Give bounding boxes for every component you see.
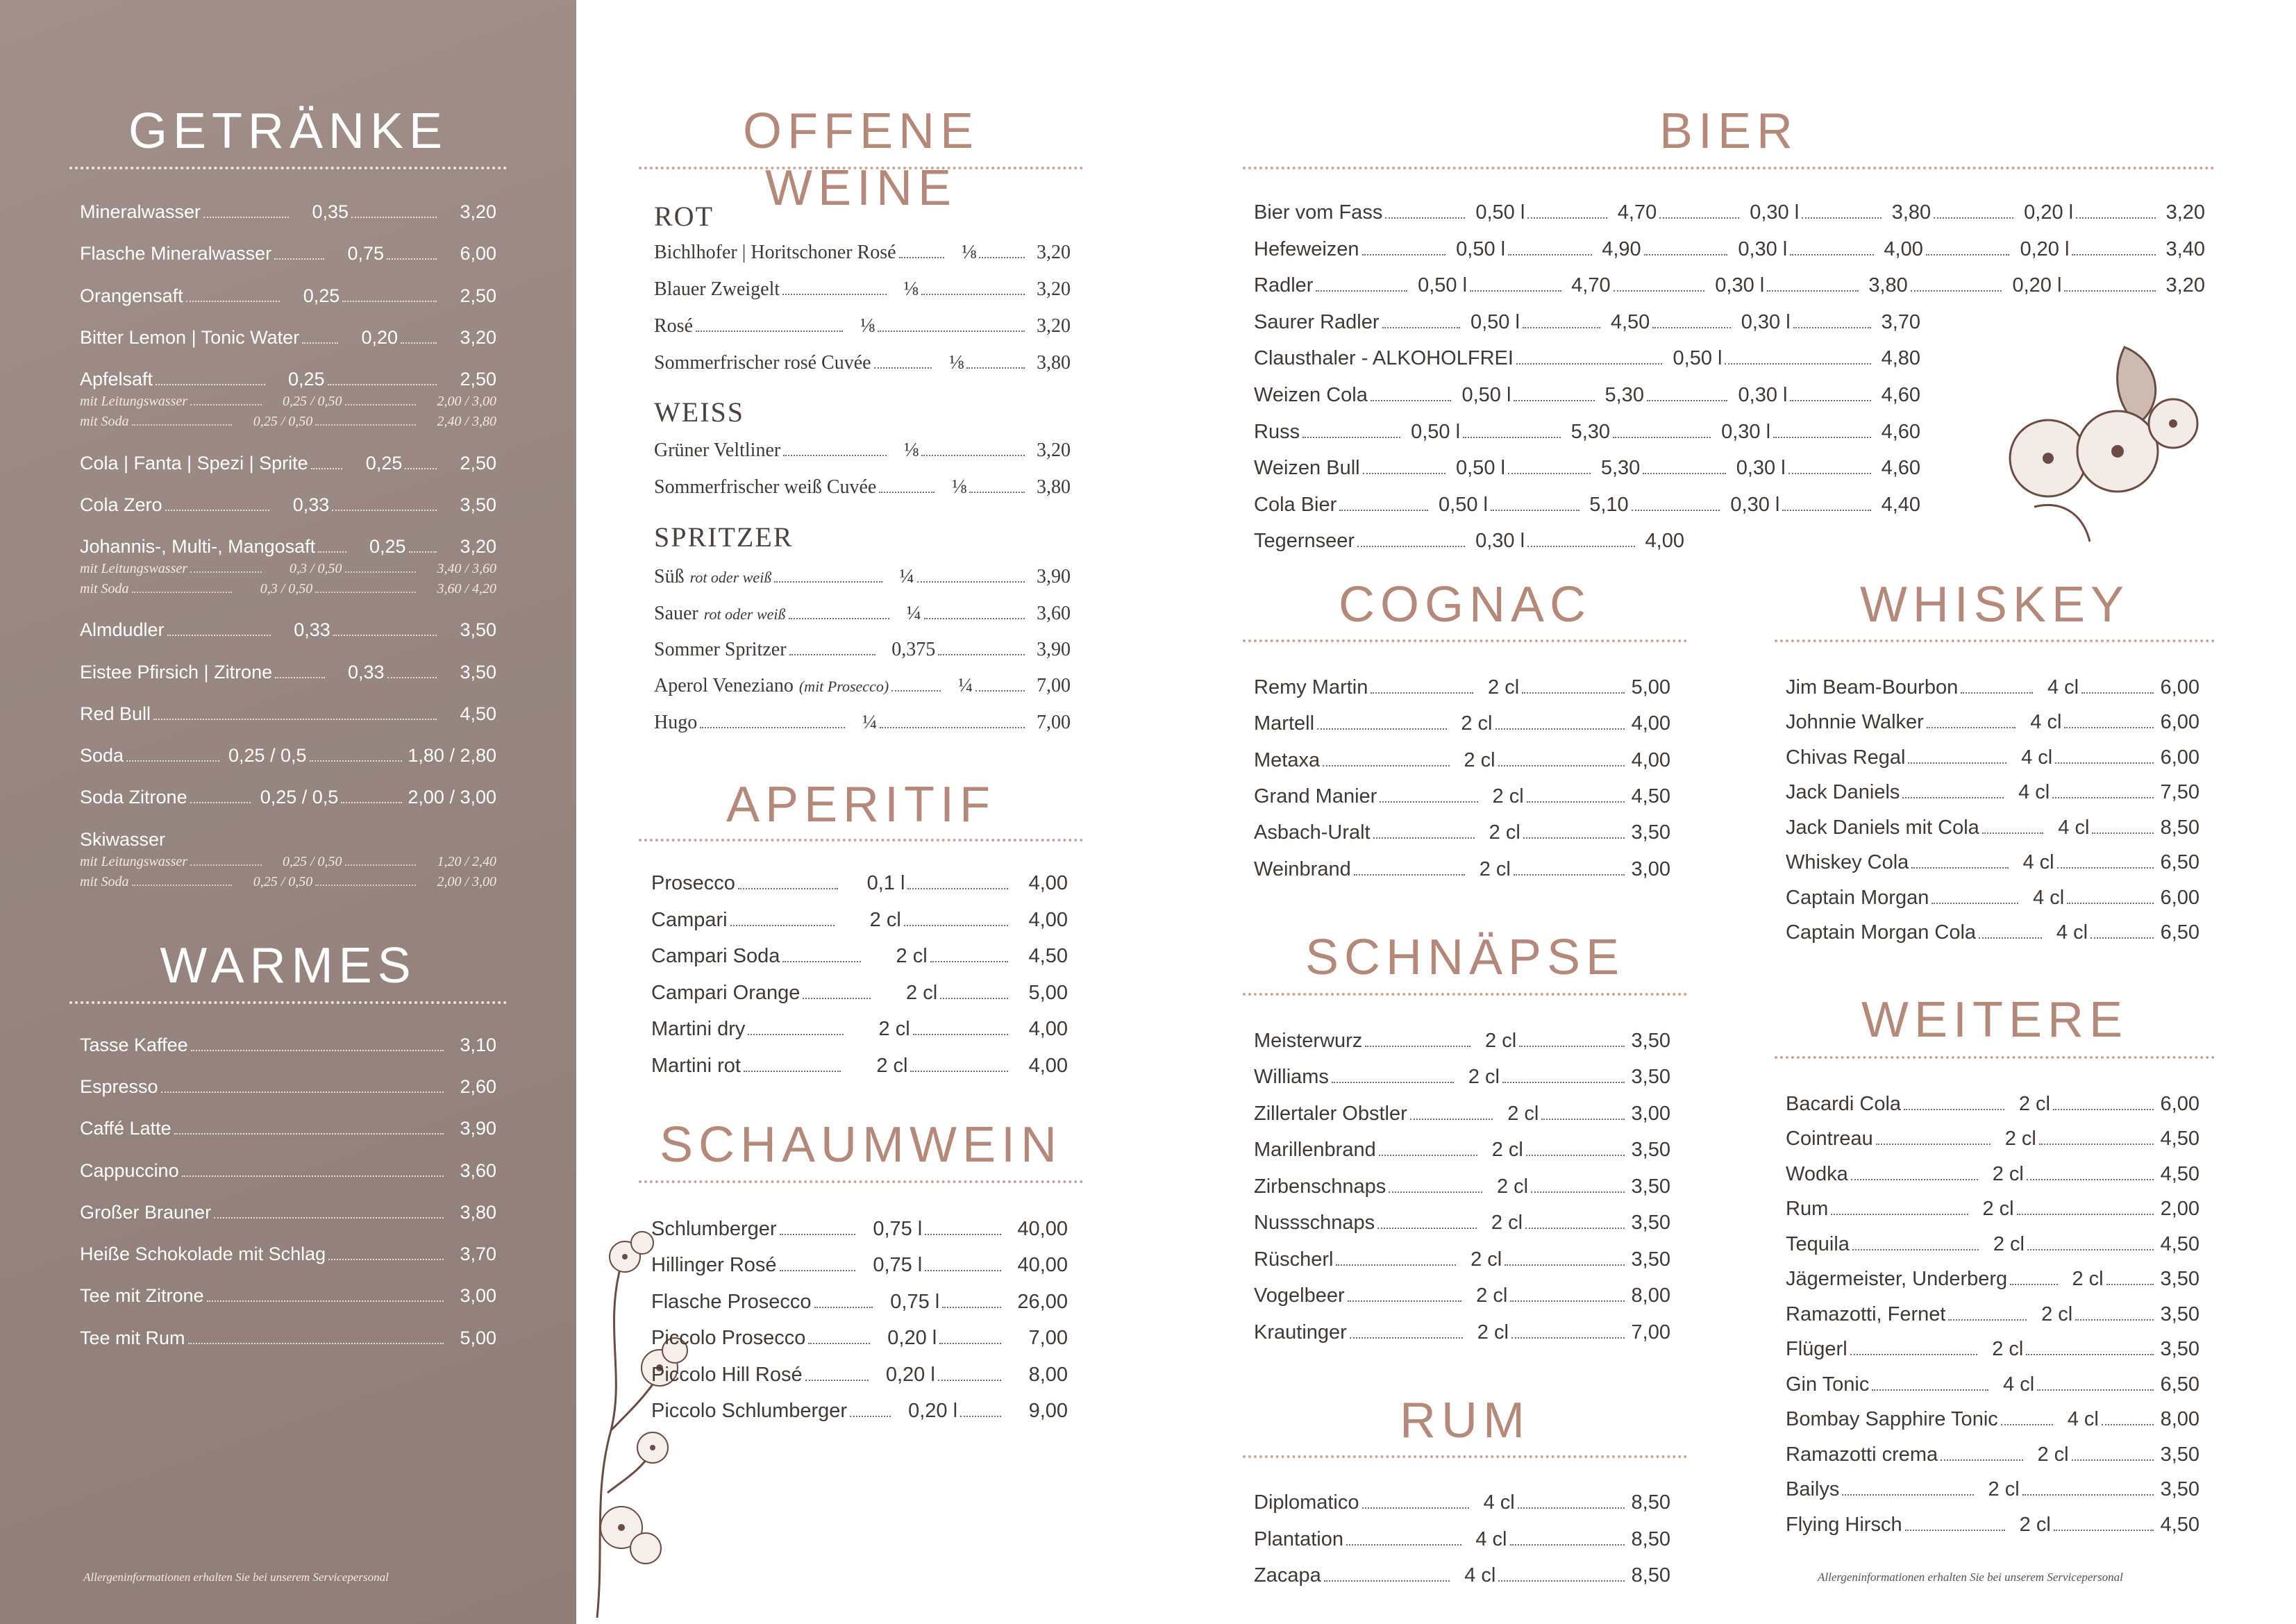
menu-item: Espresso 2,60 [80, 1076, 496, 1097]
menu-item: Sommerfrischer weiß Cuvée ⅛ 3,80 [654, 476, 1071, 498]
menu-item: Piccolo Prosecco 0,20 l 7,00 [651, 1327, 1068, 1349]
title-divider [69, 1001, 507, 1004]
title-divider [639, 167, 1083, 169]
menu-item: Weizen Cola 0,50 l 5,30 0,30 l 4,60 [1254, 384, 1921, 406]
menu-item: Prosecco 0,1 l 4,00 [651, 872, 1069, 894]
menu-item: Aperol Veneziano (mit Prosecco) ¼ 7,00 [654, 675, 1071, 696]
menu-item: Gin Tonic 4 cl 6,50 [1786, 1373, 2199, 1396]
menu-item: Sommer Spritzer 0,375 3,90 [654, 639, 1071, 660]
menu-item: Weinbrand 2 cl 3,00 [1254, 858, 1670, 880]
menu-subitem: mit Soda 0,3 / 0,50 3,60 / 4,20 [80, 581, 496, 596]
menu-item: Tasse Kaffee 3,10 [80, 1035, 496, 1055]
menu-item: Sauer rot oder weiß ¼ 3,60 [654, 603, 1071, 624]
title-divider [69, 167, 507, 169]
menu-item: Apfelsaft 0,25 2,50 [80, 369, 496, 390]
menu-item: Chivas Regal 4 cl 6,00 [1786, 746, 2200, 769]
menu-item: Krautinger 2 cl 7,00 [1254, 1321, 1670, 1343]
title-divider [1243, 993, 1687, 996]
menu-subitem: mit Leitungswasser 0,25 / 0,50 2,00 / 3,00 [80, 394, 496, 409]
menu-item: Almdudler 0,33 3,50 [80, 619, 496, 640]
menu-item: Whiskey Cola 4 cl 6,50 [1786, 851, 2199, 873]
section-title-warmes: WARMES [160, 938, 417, 994]
menu-item: Cola Zero 0,33 3,50 [80, 494, 497, 515]
title-divider [1243, 1455, 1687, 1458]
menu-item: Weizen Bull 0,50 l 5,30 0,30 l 4,60 [1254, 457, 1921, 479]
menu-item: Hefeweizen 0,50 l 4,90 0,30 l 4,00 0,20 l 3,40 [1254, 238, 2205, 260]
menu-item: Williams 2 cl 3,50 [1254, 1066, 1670, 1088]
allergen-footer: Allergeninformationen erhalten Sie bei unserem Servicepersonal [83, 1571, 389, 1584]
menu-item: Orangensaft 0,25 2,50 [80, 285, 496, 306]
section-title-weitere: WEITERE [1861, 992, 2128, 1048]
menu-item: Flasche Mineralwasser 0,75 6,00 [80, 243, 496, 264]
menu-item: Bier vom Fass 0,50 l 4,70 0,30 l 3,80 0,20 l 3,20 [1254, 201, 2206, 224]
menu-item: Bailys 2 cl 3,50 [1786, 1478, 2200, 1500]
menu-item: Rum 2 cl 2,00 [1786, 1198, 2200, 1220]
menu-subitem: mit Soda 0,25 / 0,50 2,40 / 3,80 [80, 414, 496, 429]
menu-item: Sommerfrischer rosé Cuvée ⅛ 3,80 [654, 352, 1071, 374]
menu-item: Meisterwurz 2 cl 3,50 [1254, 1030, 1670, 1052]
title-divider [1775, 1056, 2215, 1059]
menu-item: Hugo ¼ 7,00 [654, 712, 1071, 733]
menu-item: Flying Hirsch 2 cl 4,50 [1786, 1514, 2199, 1536]
menu-item: Eistee Pfirsich | Zitrone 0,33 3,50 [80, 662, 497, 683]
menu-item: Plantation 4 cl 8,50 [1254, 1528, 1670, 1550]
menu-item: Martini rot 2 cl 4,00 [651, 1055, 1069, 1077]
menu-item: Russ 0,50 l 5,30 0,30 l 4,60 [1254, 421, 1921, 443]
menu-item: Zillertaler Obstler 2 cl 3,00 [1254, 1103, 1670, 1125]
menu-item: Diplomatico 4 cl 8,50 [1254, 1491, 1670, 1514]
menu-item: Remy Martin 2 cl 5,00 [1254, 676, 1671, 698]
menu-item: Tegernseer 0,30 l 4,00 [1254, 530, 1684, 552]
menu-item: Hillinger Rosé 0,75 l 40,00 [651, 1254, 1069, 1276]
menu-item: Piccolo Schlumberger 0,20 l 9,00 [651, 1400, 1069, 1422]
menu-item: Wodka 2 cl 4,50 [1786, 1163, 2200, 1185]
menu-item: Radler 0,50 l 4,70 0,30 l 3,80 0,20 l 3,20 [1254, 274, 2205, 296]
drinks-sidebar [0, 0, 576, 1624]
menu-item: Flügerl 2 cl 3,50 [1786, 1338, 2199, 1360]
menu-item: Ramazotti crema 2 cl 3,50 [1786, 1443, 2200, 1466]
menu-item: Clausthaler - ALKOHOLFREI 0,50 l 4,80 [1254, 347, 1921, 369]
title-divider [639, 1180, 1083, 1183]
menu-item: Grand Manier 2 cl 4,50 [1254, 785, 1670, 807]
menu-item: Red Bull 4,50 [80, 703, 496, 724]
wine-subheading-weiss: WEISS [654, 396, 744, 428]
menu-subitem: mit Leitungswasser 0,25 / 0,50 1,20 / 2,40 [80, 854, 496, 869]
title-divider [1243, 639, 1687, 642]
menu-item: Rosé ⅛ 3,20 [654, 315, 1071, 337]
menu-item: Jim Beam-Bourbon 4 cl 6,00 [1786, 676, 2199, 698]
title-divider [639, 839, 1083, 842]
menu-item: Jägermeister, Underberg 2 cl 3,50 [1786, 1268, 2199, 1290]
menu-item: Zirbenschnaps 2 cl 3,50 [1254, 1175, 1670, 1198]
menu-item: Skiwasser [80, 829, 166, 850]
menu-item: Johnnie Walker 4 cl 6,00 [1786, 711, 2200, 733]
menu-item: Campari Soda 2 cl 4,50 [651, 945, 1068, 967]
menu-item: Bitter Lemon | Tonic Water 0,20 3,20 [80, 327, 496, 348]
menu-item: Blauer Zweigelt ⅛ 3,20 [654, 278, 1071, 300]
menu-item: Captain Morgan Cola 4 cl 6,50 [1786, 921, 2200, 944]
section-title-cognac: COGNAC [1338, 577, 1592, 633]
menu-item: Cointreau 2 cl 4,50 [1786, 1128, 2199, 1150]
menu-item: Johannis-, Multi-, Mangosaft 0,25 3,20 [80, 536, 496, 557]
blossom-flower-illustration [1986, 333, 2208, 555]
menu-subitem: mit Soda 0,25 / 0,50 2,00 / 3,00 [80, 874, 496, 889]
section-title-schnaepse: SCHNÄPSE [1305, 930, 1625, 985]
menu-item: Flasche Prosecco 0,75 l 26,00 [651, 1291, 1068, 1313]
menu-item: Jack Daniels 4 cl 7,50 [1786, 781, 2199, 803]
menu-item: Grüner Veltliner ⅛ 3,20 [654, 440, 1071, 461]
allergen-footer: Allergeninformationen erhalten Sie bei unserem Servicepersonal [1818, 1571, 2123, 1584]
menu-item: Cola | Fanta | Spezi | Sprite 0,25 2,50 [80, 453, 497, 474]
menu-item: Asbach-Uralt 2 cl 3,50 [1254, 821, 1670, 844]
menu-item: Cappuccino 3,60 [80, 1160, 496, 1181]
menu-item: Bichlhofer | Horitschoner Rosé ⅛ 3,20 [654, 242, 1071, 263]
menu-item: Metaxa 2 cl 4,00 [1254, 749, 1671, 771]
menu-item: Süß rot oder weiß ¼ 3,90 [654, 566, 1071, 587]
menu-item: Caffé Latte 3,90 [80, 1118, 496, 1139]
title-divider [1243, 167, 2215, 169]
section-title-rum: RUM [1400, 1393, 1530, 1448]
menu-item: Soda Zitrone 0,25 / 0,5 2,00 / 3,00 [80, 787, 496, 807]
section-title-getraenke: GETRÄNKE [128, 103, 449, 159]
section-title-schaumwein: SCHAUMWEIN [660, 1117, 1062, 1173]
menu-item: Saurer Radler 0,50 l 4,50 0,30 l 3,70 [1254, 311, 1921, 333]
menu-item: Tequila 2 cl 4,50 [1786, 1233, 2199, 1255]
menu-item: Vogelbeer 2 cl 8,00 [1254, 1284, 1670, 1307]
menu-item: Schlumberger 0,75 l 40,00 [651, 1218, 1068, 1240]
menu-item: Tee mit Zitrone 3,00 [80, 1285, 496, 1306]
section-title-offene-weine: OFFENE WEINE [742, 103, 979, 216]
menu-item: Mineralwasser 0,35 3,20 [80, 201, 496, 222]
menu-item: Rüscherl 2 cl 3,50 [1254, 1248, 1670, 1271]
menu-item: Marillenbrand 2 cl 3,50 [1254, 1139, 1671, 1161]
menu-item: Bombay Sapphire Tonic 4 cl 8,00 [1786, 1408, 2200, 1430]
section-title-bier: BIER [1659, 103, 1799, 159]
menu-subitem: mit Leitungswasser 0,3 / 0,50 3,40 / 3,60 [80, 561, 496, 576]
title-divider [1775, 639, 2215, 642]
menu-item: Bacardi Cola 2 cl 6,00 [1786, 1093, 2199, 1115]
menu-item: Cola Bier 0,50 l 5,10 0,30 l 4,40 [1254, 494, 1921, 516]
menu-item: Captain Morgan 4 cl 6,00 [1786, 887, 2199, 909]
menu-item: Tee mit Rum 5,00 [80, 1328, 496, 1348]
section-title-aperitif: APERITIF [726, 777, 996, 832]
menu-item: Ramazotti, Fernet 2 cl 3,50 [1786, 1303, 2200, 1325]
menu-item: Soda 0,25 / 0,5 1,80 / 2,80 [80, 745, 496, 766]
wine-subheading-spritzer: SPRITZER [654, 521, 794, 553]
wine-subheading-rot: ROT [654, 201, 714, 232]
menu-item: Jack Daniels mit Cola 4 cl 8,50 [1786, 817, 2200, 839]
menu-item: Campari 2 cl 4,00 [651, 909, 1068, 931]
section-title-whiskey: WHISKEY [1859, 577, 2130, 633]
menu-item: Heiße Schokolade mit Schlag 3,70 [80, 1244, 496, 1264]
menu-item: Großer Brauner 3,80 [80, 1202, 496, 1223]
menu-item: Nussschnaps 2 cl 3,50 [1254, 1212, 1670, 1234]
menu-item: Campari Orange 2 cl 5,00 [651, 982, 1068, 1004]
menu-item: Martini dry 2 cl 4,00 [651, 1018, 1069, 1040]
menu-item: Martell 2 cl 4,00 [1254, 712, 1671, 735]
menu-item: Piccolo Hill Rosé 0,20 l 8,00 [651, 1364, 1069, 1386]
menu-item: Zacapa 4 cl 8,50 [1254, 1564, 1671, 1587]
